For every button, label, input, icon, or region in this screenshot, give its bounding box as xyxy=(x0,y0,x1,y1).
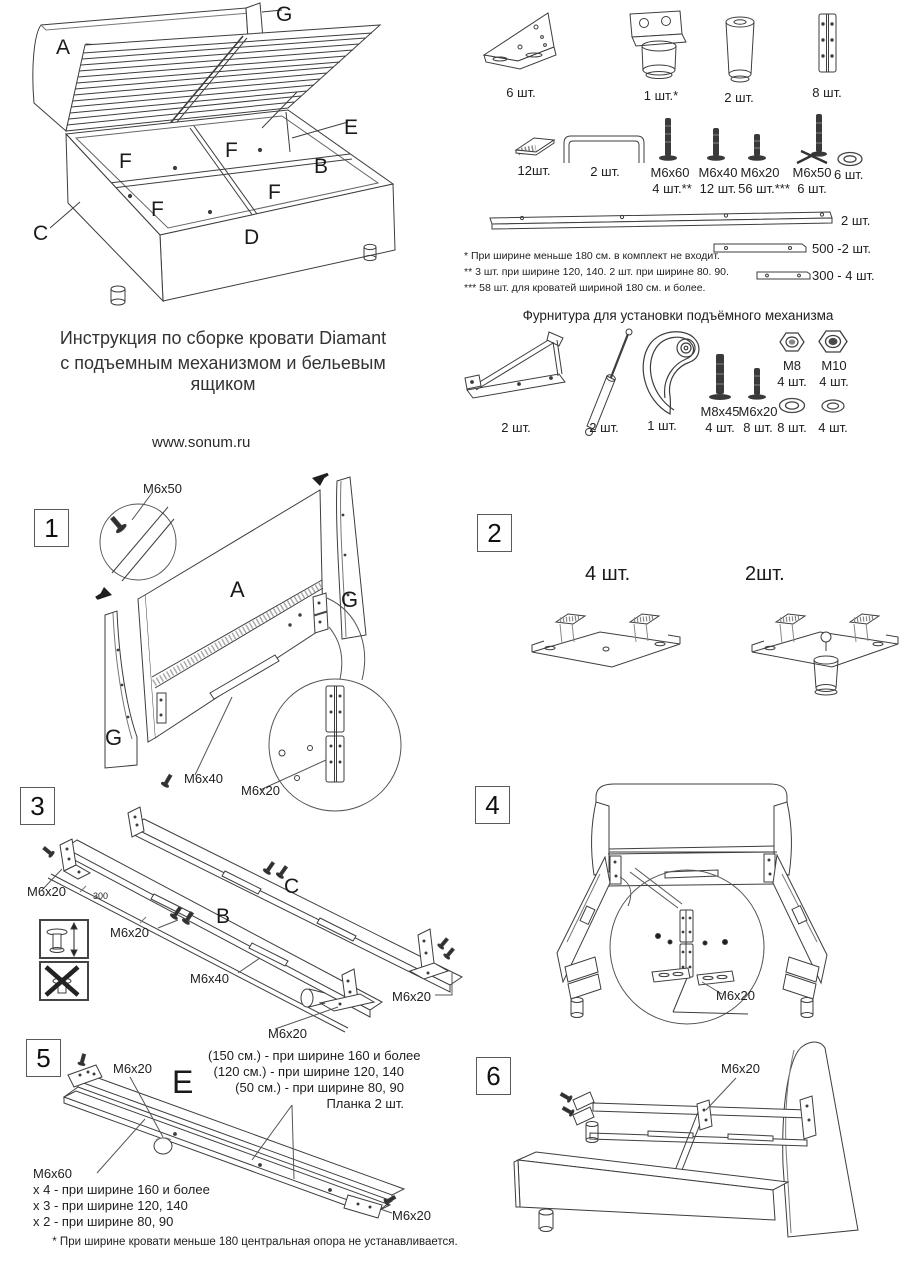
bolt-m6x60-label: M6x60 xyxy=(650,165,690,180)
bolt-m6x50-label: M6x50 xyxy=(792,165,832,180)
overview-label-d: D xyxy=(244,226,260,249)
step3-m6x20-right: M6x20 xyxy=(392,989,432,1004)
bolt-m6x20b-icon xyxy=(744,366,770,404)
lift-mechanism-icon xyxy=(463,328,578,416)
step1-m6x40-label: M6x40 xyxy=(184,771,224,786)
step1-g-right-label: G xyxy=(341,587,359,612)
step3-c-label: C xyxy=(284,875,300,898)
bolt-m6x60-icon xyxy=(658,116,678,164)
step6-m6x20-label: M6x20 xyxy=(721,1061,761,1076)
u-bracket-icon xyxy=(558,130,650,164)
mech-qty: 2 шт. xyxy=(501,420,531,435)
note-2: ** 3 шт. при ширине 120, 140. 2 шт. при ширине 80. 90. xyxy=(464,266,729,278)
strip-500-label: 500 -2 шт. xyxy=(812,241,872,256)
step3-b-label: B xyxy=(216,905,231,928)
washer-6-icon xyxy=(836,150,864,168)
strap-icon xyxy=(634,326,706,418)
step5-x4-line: x 4 - при ширине 160 и более xyxy=(33,1182,210,1197)
step5-width-line2: (120 см.) - при ширине 120, 140 xyxy=(213,1064,404,1079)
bolt-m6x40-qty: 12 шт. xyxy=(699,181,737,196)
leg-icon xyxy=(718,12,763,88)
step-5-number: 5 xyxy=(26,1039,61,1077)
strip-500-icon xyxy=(712,240,808,258)
washer8-qty: 8 шт. xyxy=(777,420,807,435)
strip-300-label: 300 - 4 шт. xyxy=(812,268,875,283)
step5-x2-line: x 2 - при ширине 80, 90 xyxy=(33,1214,174,1229)
hw-m6x20-label: M6x20 xyxy=(738,404,778,419)
strip-300-icon xyxy=(755,268,813,284)
plate-qty: 8 шт. xyxy=(812,85,842,100)
step5-width-line1: (150 см.) - при ширине 160 и более xyxy=(208,1048,421,1063)
overview-label-g: G xyxy=(276,3,293,26)
washer-6-qty: 6 шт. xyxy=(834,167,864,182)
m10-qty: 4 шт. xyxy=(819,374,849,389)
center-leg-bracket-icon xyxy=(622,8,694,90)
page-title-line2: с подъемным механизмом и бельевым ящиком xyxy=(60,353,386,394)
m8x45-qty: 4 шт. xyxy=(705,420,735,435)
step5-m6x60-label: M6x60 xyxy=(33,1166,73,1181)
step2-qty-4: 4 шт. xyxy=(585,563,631,585)
step5-width-line4: Планка 2 шт. xyxy=(326,1096,404,1111)
flat-plate-icon xyxy=(812,10,842,78)
note-1: * При ширине меньше 180 см. в комплект не входит. xyxy=(464,250,720,262)
step-6-number: 6 xyxy=(476,1057,511,1095)
step1-m6x20-label: M6x20 xyxy=(241,783,281,798)
step-1-figure xyxy=(60,465,465,810)
ubracket-qty: 2 шт. xyxy=(590,164,620,179)
overview-label-f4: F xyxy=(268,181,281,204)
bolt-m6x20-icon xyxy=(747,132,767,164)
step1-m6x50-label: M6x50 xyxy=(143,481,183,496)
step5-m6x20-top: M6x20 xyxy=(113,1061,153,1076)
slat-qty: 2 шт. xyxy=(841,213,871,228)
website-url: www.sonum.ru xyxy=(152,434,251,451)
step3-m6x20-left: M6x20 xyxy=(27,884,67,899)
overview-label-a: A xyxy=(56,36,71,59)
hw-m6x20-qty: 8 шт. xyxy=(743,420,773,435)
step4-m6x20-label: M6x20 xyxy=(716,988,756,1003)
overview-label-f2: F xyxy=(225,139,238,162)
washer-4-icon xyxy=(820,398,846,414)
bolt-m6x40-icon xyxy=(706,126,726,164)
step2-qty-2: 2шт. xyxy=(745,563,785,585)
pad-icon xyxy=(512,128,557,160)
overview-label-e: E xyxy=(344,116,359,139)
leg-qty: 2 шт. xyxy=(724,90,754,105)
bolt-m6x50-with-key-icon xyxy=(795,112,833,164)
step-4-figure xyxy=(470,782,900,1050)
bolt-m6x40-label: M6x40 xyxy=(698,165,738,180)
washer-8-icon xyxy=(778,396,806,415)
nut-m10-icon xyxy=(818,328,848,355)
m10-label: M10 xyxy=(821,358,847,373)
hardware-section-title: Фурнитура для установки подъёмного механизма xyxy=(522,308,834,323)
step-1-number: 1 xyxy=(34,509,69,547)
step-3-figure xyxy=(20,795,465,1045)
overview-label-b: B xyxy=(314,155,329,178)
step3-dim-300: 300 xyxy=(93,891,109,901)
step1-g-left-label: G xyxy=(105,725,123,750)
slat-bar-icon xyxy=(486,210,836,234)
washer4-qty: 4 шт. xyxy=(818,420,848,435)
step5-e-label: E xyxy=(172,1064,194,1100)
bolt-m6x20-qty: 56 шт.*** xyxy=(738,181,790,196)
step-2-number: 2 xyxy=(477,514,512,552)
overview-label-c: C xyxy=(33,222,49,245)
step5-width-line3: (50 см.) - при ширине 80, 90 xyxy=(235,1080,404,1095)
step3-m6x40-label: M6x40 xyxy=(190,971,230,986)
bolt-m8x45-icon xyxy=(707,352,733,404)
m8-qty: 4 шт. xyxy=(777,374,807,389)
corner-bracket-icon xyxy=(478,5,573,83)
step3-m6x20-bottom: M6x20 xyxy=(268,1026,308,1041)
overview-label-f3: F xyxy=(151,198,164,221)
m8-label: M8 xyxy=(782,358,802,373)
bolt-m6x20-label: M6x20 xyxy=(740,165,780,180)
note-3: *** 58 шт. для кроватей шириной 180 см. и более. xyxy=(464,282,706,294)
bolt-m6x50-qty: 6 шт. xyxy=(797,181,827,196)
strap-qty: 1 шт. xyxy=(647,418,677,433)
overview-label-f1: F xyxy=(119,150,132,173)
step-3-number: 3 xyxy=(20,787,55,825)
step3-m6x20-mid: M6x20 xyxy=(110,925,150,940)
page-title-line1: Инструкция по сборке кровати Diamant xyxy=(59,328,387,348)
nut-m8-icon xyxy=(779,330,805,354)
m8x45-label: M8x45 xyxy=(700,404,740,419)
pad-qty: 12шт. xyxy=(517,163,551,178)
corner-bracket-qty: 6 шт. xyxy=(506,85,536,100)
strut-qty: 2 шт. xyxy=(589,420,619,435)
step1-a-label: A xyxy=(230,577,245,602)
step5-m6x20-bottom: M6x20 xyxy=(392,1208,432,1223)
bolt-m6x60-qty: 4 шт.** xyxy=(652,181,692,196)
step-4-number: 4 xyxy=(475,786,510,824)
center-bracket-qty: 1 шт.* xyxy=(643,88,679,103)
bottom-footnote: * При ширине кровати меньше 180 центральная опора не устанавливается. xyxy=(52,1236,458,1248)
step5-x3-line: x 3 - при ширине 120, 140 xyxy=(33,1198,188,1213)
step-6-figure xyxy=(478,1040,900,1265)
